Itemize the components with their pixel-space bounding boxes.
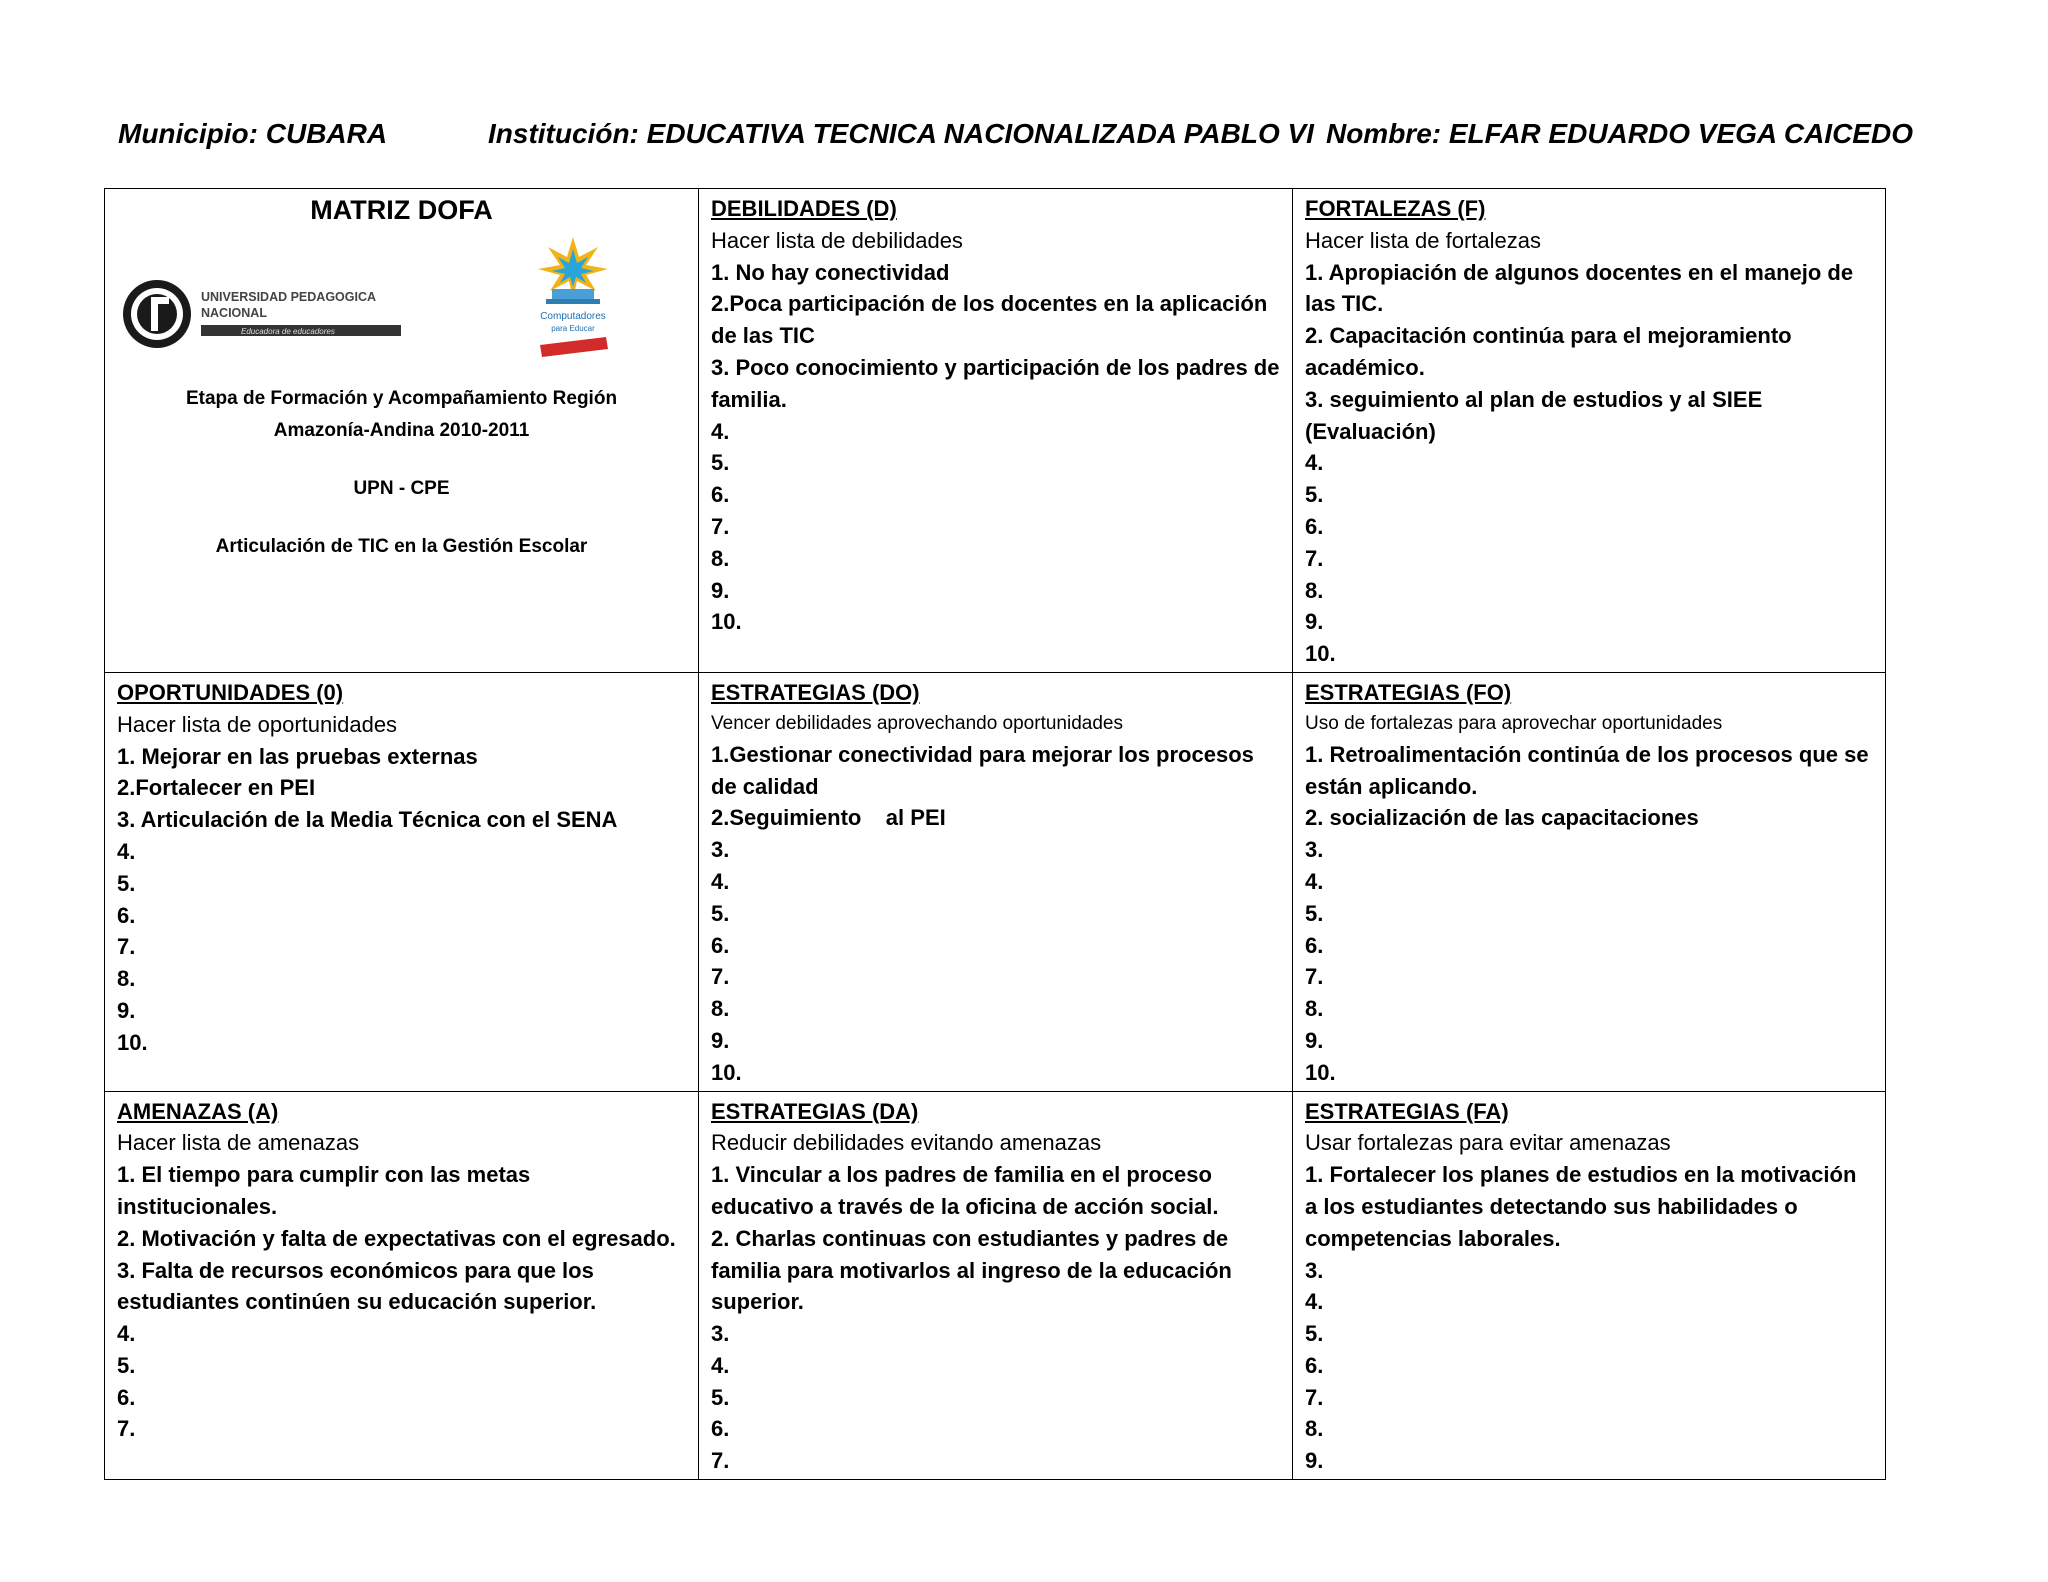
list-item: 4. — [117, 838, 136, 864]
list-item: 9. — [711, 1027, 730, 1053]
list-item: 4. — [1305, 450, 1324, 476]
estrategias-do-title: ESTRATEGIAS (DO) — [711, 679, 920, 705]
upn-logo — [121, 275, 421, 353]
nombre-label: Nombre: ELFAR EDUARDO VEGA CAICEDO — [1325, 118, 1913, 149]
debilidades-desc: Hacer lista de debilidades — [711, 227, 963, 253]
list-item: 8. — [1305, 1416, 1324, 1442]
list-item: 1.Gestionar conectividad para mejorar los procesos de calidad — [711, 741, 1254, 799]
list-item: 1. Mejorar en las pruebas externas — [117, 743, 478, 769]
list-item: 8. — [711, 545, 730, 571]
list-item: 10. — [1305, 641, 1336, 667]
institucion-label: Institución: EDUCATIVA TECNICA NACIONALIZADA PABLO VI — [488, 118, 1314, 149]
estrategias-fo-desc: Uso de fortalezas para aprovechar oportunidades — [1305, 712, 1723, 734]
list-item: 1. Retroalimentación continúa de los procesos que se están aplicando. — [1305, 741, 1869, 799]
list-item: 7. — [711, 964, 730, 990]
cpe-logo-line1: Computadores — [540, 310, 606, 322]
computadores-para-educar-logo — [530, 233, 616, 363]
list-item: 7. — [711, 513, 730, 539]
list-item: 4. — [711, 868, 730, 894]
list-item: 3. — [1305, 1257, 1324, 1283]
estrategias-fo-cell — [1293, 672, 1886, 1091]
estrategias-fa-cell — [1293, 1091, 1886, 1480]
oportunidades-title: OPORTUNIDADES (0) — [117, 679, 344, 705]
list-item: 6. — [1305, 1352, 1324, 1378]
oportunidades-desc: Hacer lista de oportunidades — [117, 711, 398, 737]
list-item: 7. — [117, 934, 136, 960]
cpe-logo-line2: para Educar — [551, 323, 595, 333]
list-item: 3. Poco conocimiento y participación de los padres de familia. — [711, 354, 1280, 412]
list-item: 4. — [711, 1352, 730, 1378]
list-item: 1. El tiempo para cumplir con las metas institucionales. — [117, 1162, 531, 1219]
list-item: 3. seguimiento al plan de estudios y al SIEE (Evaluación) — [1305, 386, 1763, 444]
list-item: 9. — [117, 997, 136, 1023]
list-item: 6. — [1305, 932, 1324, 958]
list-item: 9. — [1305, 1448, 1324, 1474]
list-item: 1. No hay conectividad — [711, 259, 950, 285]
program-label: UPN - CPE — [353, 477, 450, 499]
list-item: 5. — [711, 450, 730, 476]
list-item: 6. — [117, 902, 136, 928]
list-item: 2. Capacitación continúa para el mejoramiento académico. — [1305, 323, 1792, 380]
list-item: 2.Fortalecer en PEI — [117, 775, 316, 801]
list-item: 7. — [711, 1448, 730, 1474]
list-item: 7. — [117, 1416, 136, 1442]
upn-logo-tagline: Educadora de educadores — [241, 326, 335, 336]
dofa-matrix — [104, 188, 1886, 1480]
estrategias-do-desc: Vencer debilidades aprovechando oportunidades — [711, 712, 1123, 734]
list-item: 10. — [711, 1059, 742, 1085]
estrategias-da-title: ESTRATEGIAS (DA) — [711, 1098, 919, 1124]
document-header — [118, 118, 1918, 150]
municipio-label: Municipio: CUBARA — [118, 118, 388, 149]
list-item: 8. — [1305, 996, 1324, 1022]
list-item: 3. Articulación de la Media Técnica con el SENA — [117, 807, 618, 833]
list-item: 9. — [1305, 1027, 1324, 1053]
list-item: 1. Fortalecer los planes de estudios en la motivación a los estudiantes detectando sus habilidades o competencias laborales. — [1305, 1162, 1857, 1251]
fortalezas-cell — [1293, 189, 1886, 673]
list-item: 4. — [1305, 868, 1324, 894]
amenazas-title: AMENAZAS (A) — [117, 1098, 279, 1124]
upn-logo-line2: NACIONAL — [201, 305, 267, 320]
list-item: 2.Poca participación de los docentes en la aplicación de las TIC — [711, 291, 1268, 349]
list-item: 2.Seguimiento al PEI — [711, 805, 946, 831]
list-item: 3. — [711, 1321, 730, 1347]
estrategias-do-cell — [699, 672, 1293, 1091]
debilidades-title: DEBILIDADES (D) — [711, 196, 897, 221]
list-item: 3. — [1305, 837, 1324, 863]
project-label: Articulación de TIC en la Gestión Escolar — [215, 535, 588, 557]
list-item: 1. Vincular a los padres de familia en el proceso educativo a través de la oficina de acción social. — [711, 1162, 1219, 1219]
amenazas-cell — [105, 1091, 699, 1480]
list-item: 3. Falta de recursos económicos para que los estudiantes continúen su educación superior. — [117, 1257, 597, 1315]
list-item: 8. — [711, 996, 730, 1022]
upn-logo-line1: UNIVERSIDAD PEDAGOGICA — [201, 289, 377, 304]
list-item: 8. — [1305, 577, 1324, 603]
list-item: 9. — [1305, 609, 1324, 635]
list-item: 5. — [711, 1384, 730, 1410]
list-item: 5. — [117, 1352, 136, 1378]
estrategias-fa-desc: Usar fortalezas para evitar amenazas — [1305, 1130, 1671, 1156]
estrategias-da-desc: Reducir debilidades evitando amenazas — [711, 1130, 1102, 1156]
oportunidades-cell — [105, 672, 699, 1091]
fortalezas-title: FORTALEZAS (F) — [1305, 196, 1486, 221]
list-item: 4. — [1305, 1289, 1324, 1315]
list-item: 5. — [711, 900, 730, 926]
list-item: 7. — [1305, 1384, 1324, 1410]
list-item: 5. — [117, 870, 136, 896]
list-item: 8. — [117, 966, 136, 992]
stage-line-1: Etapa de Formación y Acompañamiento Región — [185, 387, 618, 409]
list-item: 6. — [711, 932, 730, 958]
list-item: 5. — [1305, 482, 1324, 508]
list-item: 6. — [711, 1416, 730, 1442]
list-item: 3. — [711, 837, 730, 863]
list-item: 2. Motivación y falta de expectativas con el egresado. — [117, 1225, 676, 1251]
estrategias-fo-title: ESTRATEGIAS (FO) — [1305, 679, 1512, 705]
debilidades-cell — [699, 189, 1293, 673]
list-item: 4. — [711, 418, 730, 444]
matrix-corner-cell — [105, 189, 699, 673]
list-item: 6. — [117, 1384, 136, 1410]
fortalezas-desc: Hacer lista de fortalezas — [1305, 227, 1541, 253]
estrategias-fa-title: ESTRATEGIAS (FA) — [1305, 1098, 1509, 1124]
list-item: 2. Charlas continuas con estudiantes y padres de familia para motivarlos al ingreso de la educación superior. — [711, 1225, 1232, 1315]
list-item: 9. — [711, 577, 730, 603]
list-item: 7. — [1305, 964, 1324, 990]
list-item: 7. — [1305, 545, 1324, 571]
matrix-title: MATRIZ DOFA — [310, 195, 493, 225]
list-item: 5. — [1305, 1321, 1324, 1347]
amenazas-desc: Hacer lista de amenazas — [117, 1130, 360, 1156]
list-item: 10. — [117, 1029, 148, 1055]
estrategias-da-cell — [699, 1091, 1293, 1480]
list-item: 2. socialización de las capacitaciones — [1305, 805, 1699, 831]
list-item: 1. Apropiación de algunos docentes en el manejo de las TIC. — [1305, 259, 1854, 317]
stage-line-2: Amazonía-Andina 2010-2011 — [273, 419, 530, 441]
list-item: 6. — [711, 482, 730, 508]
list-item: 5. — [1305, 900, 1324, 926]
list-item: 6. — [1305, 513, 1324, 539]
list-item: 10. — [1305, 1059, 1336, 1085]
list-item: 10. — [711, 609, 742, 635]
list-item: 4. — [117, 1321, 136, 1347]
